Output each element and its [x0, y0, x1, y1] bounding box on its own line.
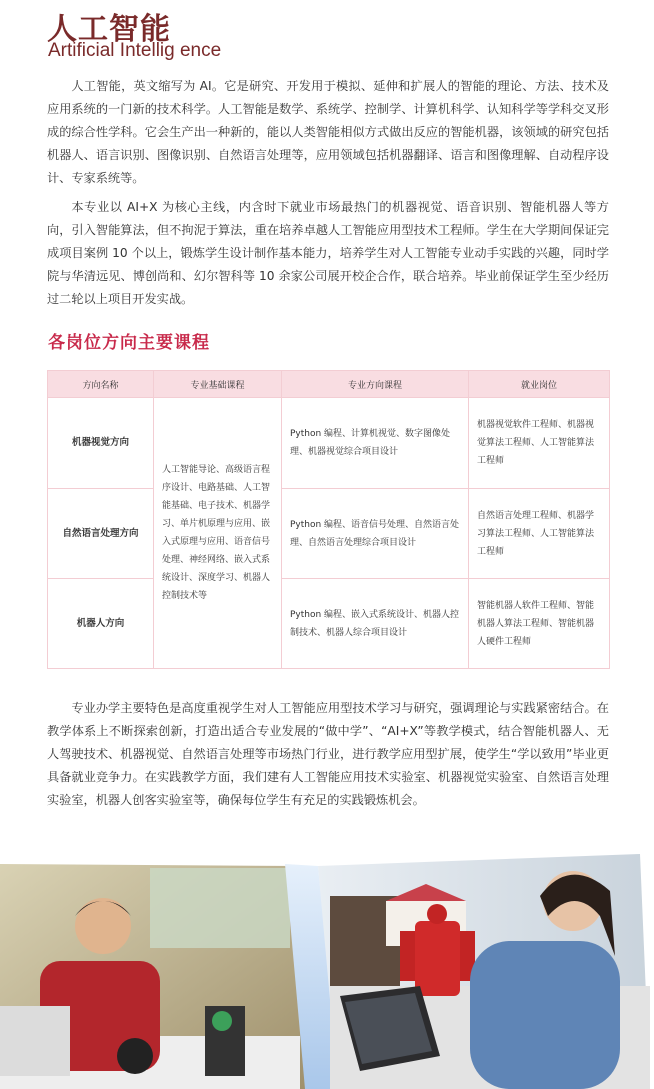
major-courses-cell: Python 编程、计算机视觉、数字图像处理、机器视觉综合项目设计 — [282, 398, 469, 489]
direction-cell: 机器人方向 — [48, 579, 154, 669]
features-paragraph: 专业办学主要特色是高度重视学生对人工智能应用型技术学习与研究，强调理论与实践紧密结合。在教学体系上不断探索创新，打造出适合专业发展的“做中学”、“AI+X”等教学模式，结合智能机器人、无人驾驶技术、机器视觉、自然语言处理等市场热门行业，进行教学应用型扩展，使学生“学以致用”毕业更具备就业竞争力。在实践教学方面，我们建有人工智能应用技术实验室、机器视觉实验室、自然语言处理实验室，机器人创客实验室等，确保每位学生有充足的实践锻炼机会。 — [47, 701, 609, 807]
column-header-base-courses: 专业基础课程 — [154, 371, 282, 398]
courses-table — [47, 370, 610, 669]
girl-laptop-photo — [318, 854, 650, 1089]
column-header-jobs: 就业岗位 — [469, 371, 610, 398]
major-courses-cell: Python 编程、嵌入式系统设计、机器人控制技术、机器人综合项目设计 — [282, 579, 469, 669]
table-row — [48, 489, 610, 579]
student-robot-photo — [0, 864, 318, 1089]
jobs-cell: 机器视觉软件工程师、机器视觉算法工程师、人工智能算法工程师 — [469, 398, 610, 489]
direction-cell: 自然语言处理方向 — [48, 489, 154, 579]
lab-photos — [0, 846, 654, 1089]
page-subtitle: Artificial Intellig ence — [48, 40, 222, 61]
table-row — [48, 579, 610, 669]
intro-paragraph-2: 本专业以 AI+X 为核心主线，内含时下就业市场最热门的机器视觉、语音识别、智能机器人等方向，引入智能算法，但不拘泥于算法，重在培养卓越人工智能应用型技术工程师。学生在大学期间保证完成项目案例 10 个以上，锻炼学生设计制作基本能力，培养学生对人工智能专业动手实践的兴趣，同时学院与华清远见、博创尚和、幻尔智科等 10 余家公司展开校企合作，联合培养。毕业前保证学生至少经历过二轮以上项目开发实战。 — [47, 200, 609, 306]
table-header-row — [48, 371, 610, 398]
table-row — [48, 398, 610, 489]
column-header-major-courses: 专业方向课程 — [282, 371, 469, 398]
jobs-cell: 自然语言处理工程师、机器学习算法工程师、人工智能算法工程师 — [469, 489, 610, 579]
major-courses-cell: Python 编程、语音信号处理、自然语言处理、自然语言处理综合项目设计 — [282, 489, 469, 579]
page-title: 人工智能 — [47, 12, 171, 47]
column-header-direction: 方向名称 — [48, 371, 154, 398]
courses-heading: 各岗位方向主要课程 — [48, 333, 210, 353]
base-courses-cell: 人工智能导论、高级语言程序设计、电路基础、人工智能基础、电子技术、机器学习、单片机原理与应用、嵌入式原理与应用、语音信号处理、神经网络、嵌入式系统设计、深度学习、机器人控制技术等 — [154, 398, 282, 669]
direction-cell: 机器视觉方向 — [48, 398, 154, 489]
intro-paragraph-1: 人工智能，英文缩写为 AI。它是研究、开发用于模拟、延伸和扩展人的智能的理论、方法、技术及应用系统的一门新的技术科学。人工智能是数学、系统学、控制学、计算机科学、认知科学等学科交叉形成的综合性学科。它会生产出一种新的，能以人类智能相似方式做出反应的智能机器，该领域的研究包括机器人、语言识别、图像识别、自然语言处理等，应用领域包括机器翻译、语言和图像理解、自动程序设计、专家系统等。 — [47, 79, 609, 185]
jobs-cell: 智能机器人软件工程师、智能机器人算法工程师、智能机器人硬件工程师 — [469, 579, 610, 669]
